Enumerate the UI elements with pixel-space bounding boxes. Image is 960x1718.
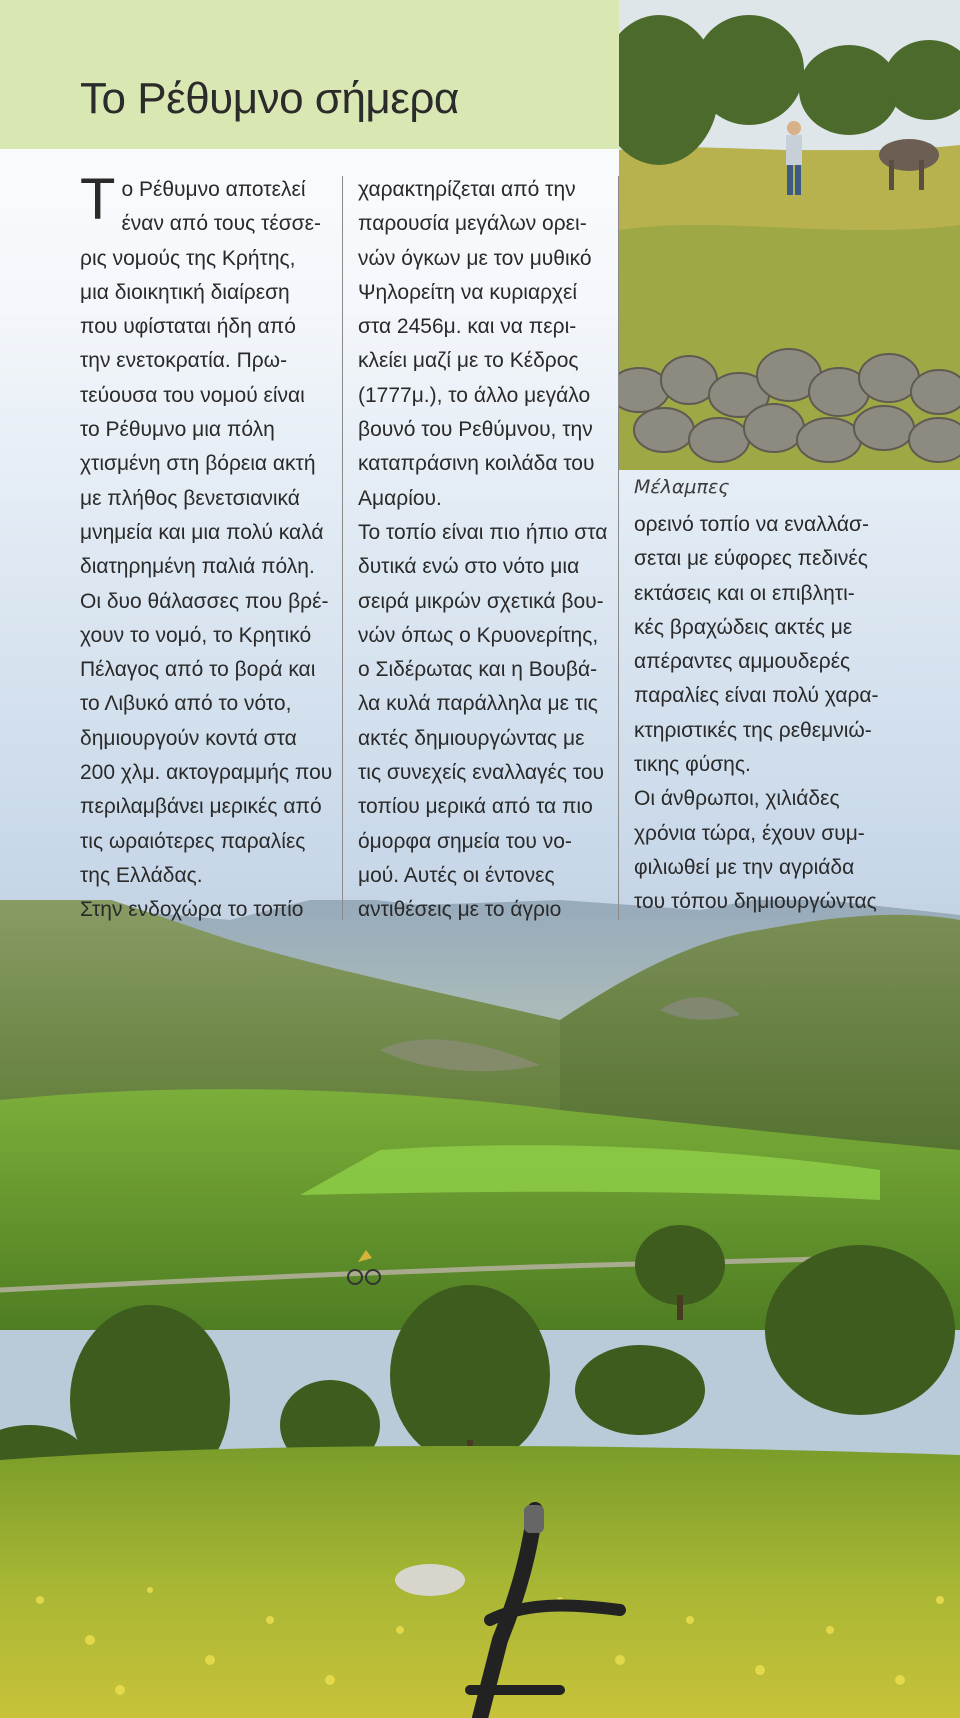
text-line: κλείει μαζί με το Κέδρος [358, 349, 579, 373]
text-line: παραλίες είναι πολύ χαρα- [634, 684, 879, 708]
text-column-3 [634, 508, 934, 920]
text-line: μού. Αυτές οι έντονες [358, 863, 555, 887]
text-line: κές βραχώδεις ακτές με [634, 615, 853, 639]
text-line: τις συνεχείς εναλλαγές του [358, 761, 605, 785]
text-line: δυτικά ενώ στο νότο μια [358, 555, 580, 579]
text-line: καταπράσινη κοιλάδα του [358, 452, 595, 476]
text-column-2 [358, 173, 608, 928]
column-divider [342, 176, 343, 920]
text-line: αντιθέσεις με το άγριο [358, 898, 562, 922]
text-line: σεται με εύφορες πεδινές [634, 547, 868, 571]
text-line: όμορφα σημεία του νο- [358, 829, 572, 853]
text-line: μια διοικητική διαίρεση [80, 280, 290, 304]
text-line: στα 2456μ. και να περι- [358, 315, 577, 339]
text-line: ακτές δημιουργώντας με [358, 726, 585, 750]
drop-cap: Τ [80, 167, 116, 232]
text-line: βουνό του Ρεθύμνου, την [358, 418, 593, 442]
text-line: φιλιωθεί με την αγριάδα [634, 855, 855, 879]
landscape-photo [0, 900, 960, 1718]
text-line: που υφίσταται ήδη από [80, 315, 296, 339]
text-line: νών όπως ο Κρυονερίτης, [358, 623, 599, 647]
photo-caption: Μέλαμπες [634, 476, 730, 498]
text-line: λα κυλά παράλληλα με τις [358, 692, 598, 716]
text-line: εκτάσεις και οι επιβλητι- [634, 581, 855, 605]
text-line: Οι άνθρωποι, χιλιάδες [634, 787, 840, 811]
text-line: σειρά μικρών σχετικά βου- [358, 589, 604, 613]
text-line: της Ελλάδας. [80, 863, 203, 887]
text-line: Πέλαγος από το βορά και [80, 658, 316, 682]
text-line: χτισμένη στη βόρεια ακτή [80, 452, 316, 476]
text-line: χαρακτηρίζεται από την [358, 178, 576, 201]
text-line: το Λιβυκό από το νότο, [80, 692, 292, 716]
text-line: Το τοπίο είναι πιο ήπιο στα [358, 520, 608, 544]
text-line: Ψηλορείτη να κυριαρχεί [358, 280, 578, 304]
text-line: χρόνια τώρα, έχουν συμ- [634, 821, 865, 845]
text-line: έναν από τους τέσσε- [121, 212, 321, 236]
text-line: τεύουσα του νομού είναι [80, 383, 305, 407]
text-line: ρις νομούς της Κρήτης, [80, 246, 296, 270]
text-line: κτηριστικές της ρεθεμνιώ- [634, 718, 872, 742]
text-line: το Ρέθυμνο μια πόλη [80, 418, 275, 442]
text-line: παρουσία μεγάλων ορει- [358, 212, 587, 236]
text-line: ορεινό τοπίο να εναλλάσ- [634, 513, 869, 536]
text-line: τις ωραιότερες παραλίες [80, 829, 306, 853]
text-line: μνημεία και μια πολύ καλά [80, 520, 324, 544]
text-line: τικης φύσης. [634, 753, 751, 777]
text-line: απέραντες αμμουδερές [634, 650, 851, 674]
text-line: ο Ρέθυμνο αποτελεί [121, 178, 306, 201]
text-line: του τόπου δημιουργώντας [634, 890, 877, 914]
text-line: δημιουργούν κοντά στα [80, 726, 297, 750]
text-line: Αμαρίου. [358, 486, 442, 510]
column-divider [618, 176, 619, 920]
olive-grove-photo [619, 0, 960, 470]
text-line: Στην ενδοχώρα το τοπίο [80, 898, 304, 922]
text-line: (1777μ.), το άλλο μεγάλο [358, 383, 591, 407]
text-line: περιλαμβάνει μερικές από [80, 795, 322, 819]
text-column-1 [80, 167, 333, 928]
text-line: ο Σιδέρωτας και η Βουβά- [358, 658, 598, 682]
text-line: την ενετοκρατία. Πρω- [80, 349, 288, 373]
text-line: τοπίου μερικά από τα πιο [358, 795, 593, 819]
page-title: Το Ρέθυμνο σήμερα [80, 74, 459, 123]
text-line: 200 χλμ. ακτογραμμής που [80, 761, 333, 785]
text-line: διατηρημένη παλιά πόλη. [80, 555, 315, 579]
text-line: με πλήθος βενετσιανικά [80, 486, 300, 510]
text-line: Οι δυο θάλασσες που βρέ- [80, 589, 329, 613]
text-line: νών όγκων με τον μυθικό [358, 246, 592, 270]
text-line: χουν το νομό, το Κρητικό [80, 623, 312, 647]
